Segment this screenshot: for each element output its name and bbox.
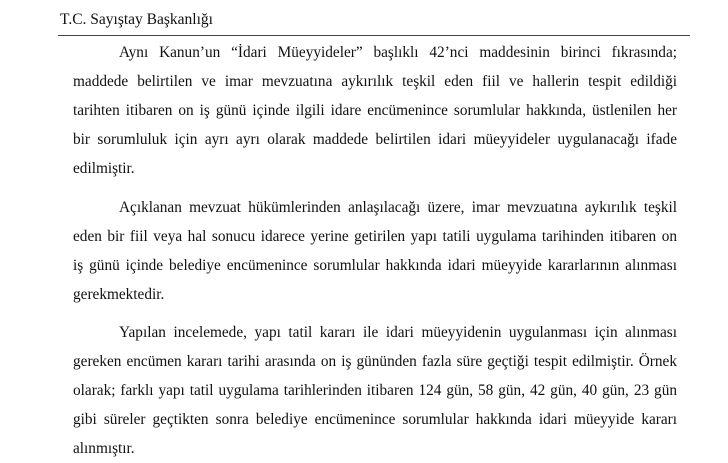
paragraph-line: edilmiştir. (73, 160, 135, 177)
paragraph-line: olarak; farklı yapı tatil uygulama tarihlerinden itibaren 124 gün, 58 gün, 42 gün, 40 gün, 23 gün (73, 382, 677, 399)
paragraph-line: bir sorumluluk için ayrı ayrı olarak maddede belirtilen idari müeyyideler uygulanacağı ifade (73, 131, 677, 148)
paragraph-idari-muayyideler (73, 38, 677, 183)
paragraph-line: gereken encümen kararı tarihi arasında on iş gününden fazla süre geçtiği tespit edilmiştir. Örnek (73, 353, 677, 370)
header-title: T.C. Sayıştay Başkanlığı (60, 11, 213, 28)
paragraph-line: alınmıştır. (73, 440, 135, 457)
paragraph-line: tarihten itibaren on iş günü içinde ilgili idare encümenince sorumlular hakkında, üstlenilen her (73, 102, 677, 119)
paragraph-line: gibi süreler geçtikten sonra belediye encümenince sorumlular hakkında idari müeyyide kararı (73, 411, 677, 428)
paragraph-line: maddede belirtilen ve imar mevzuatına aykırılık teşkil eden fiil ve hallerin tespit edildiği (73, 73, 677, 90)
paragraph-line: Yapılan incelemede, yapı tatil kararı ile idari müeyyidenin uygulanması için alınması (119, 324, 677, 341)
paragraph-line: eden bir fiil veya hal sonucu idarece yerine getirilen yapı tatili uygulama tarihinden itibaren on (73, 228, 677, 245)
paragraph-line: gerekmektedir. (73, 286, 165, 303)
paragraph-line: Açıklanan mevzuat hükümlerinden anlaşılacağı üzere, imar mevzuatına aykırılık teşkil (119, 199, 677, 216)
page-header (58, 7, 690, 36)
paragraph-inceleme-bulgusu (73, 318, 677, 463)
paragraph-mevzuat-hukumleri (73, 193, 677, 309)
paragraph-line: iş günü içinde belediye encümenince sorumlular hakkında idari müeyyide kararlarının alınması (73, 257, 677, 274)
paragraph-line: Aynı Kanun’un “İdari Müeyyideler” başlıklı 42’nci maddesinin birinci fıkrasında; (119, 44, 677, 61)
